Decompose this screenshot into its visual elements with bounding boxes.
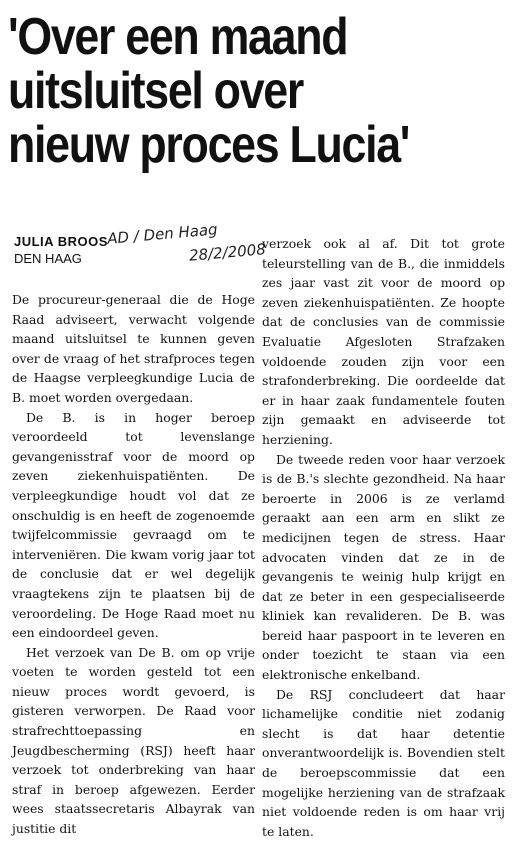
headline-line-3: nieuw proces Lucia' bbox=[8, 116, 410, 174]
article-paragraph: De B. is in hoger beroep veroordeeld tot levenslange gevangenisstraf voor de moord op zeven ziekenhuispatiënten. De verpleegkundige houdt vol dat ze onschuldig is en heeft de zogenoemde twijfelcommissie gevraagd om te interveniëren. Die kwam vorig jaar tot de conclusie dat er wel degelijk vraagtekens zijn te plaatsen bij de veroordeling. De Hoge Raad moet nu een eindoordeel geven. bbox=[12, 409, 255, 641]
article-paragraph: De tweede reden voor haar verzoek is de B.'s slechte gezondheid. Na haar beroerte in 2006 is ze verlamd geraakt aan een arm en slikt ze medicijnen tegen de stress. Haar advocaten vinden dat ze in de gevangenis te weinig hulp krijgt en dat ze beter in een gespecialiseerde kliniek kan revalideren. De B. was bereid haar paspoort in te leveren en onder toezicht te staan via een elektronische enkelband. bbox=[262, 451, 505, 683]
article-paragraph: De RSJ concludeert dat haar lichamelijke conditie niet zodanig slecht is dat haar detentie onverantwoordelijk is. Bovendien stelt de beroepscommissie dat een mogelijke herziening van de strafzaak niet voldoende reden is om haar vrij te laten. bbox=[262, 686, 505, 839]
article-column-right bbox=[262, 234, 505, 841]
article-column-left bbox=[12, 290, 255, 839]
article-paragraph: verzoek ook al af. Dit tot grote teleurstelling van de B., die inmiddels zes jaar vast zit voor de moord op zeven ziekenhuispatiënten. Ze hoopte dat de conclusies van de commissie Evaluatie Afgesloten Strafzaken voldoende zouden zijn voor een strafonderbreking. Die oordeelde dat er in haar zaak fundamentele fouten zijn gemaakt en adviseerde tot herziening. bbox=[262, 236, 505, 447]
handwritten-source: AD / Den Haag bbox=[106, 220, 219, 248]
headline-line-1: 'Over een maand bbox=[8, 8, 348, 66]
article-paragraph: Het verzoek van De B. om op vrije voeten te worden gesteld tot een nieuw proces wordt gevoerd, is gisteren verworpen. De Raad voor strafrechttoepassing en Jeugdbescherming (RSJ) heeft haar verzoek tot onderbreking van haar straf in beroep afgewezen. Eerder wees staatssecretaris Albayrak van justitie dit bbox=[12, 644, 255, 837]
headline bbox=[8, 10, 436, 172]
byline bbox=[14, 233, 108, 267]
handwritten-source-note bbox=[106, 213, 267, 274]
article-paragraph: De procureur-generaal die de Hoge Raad adviseert, verwacht volgende maand uitsluitsel te kunnen geven over de vraag of het strafproces tegen de Haagse verpleegkundige Lucia de B. moet worden overgedaan. bbox=[12, 292, 255, 405]
byline-author: JULIA BROOS bbox=[14, 234, 108, 249]
byline-location: DEN HAAG bbox=[14, 251, 82, 266]
headline-line-2: uitsluitsel over bbox=[8, 62, 303, 120]
handwritten-date: 28/2/2008 bbox=[188, 240, 267, 265]
